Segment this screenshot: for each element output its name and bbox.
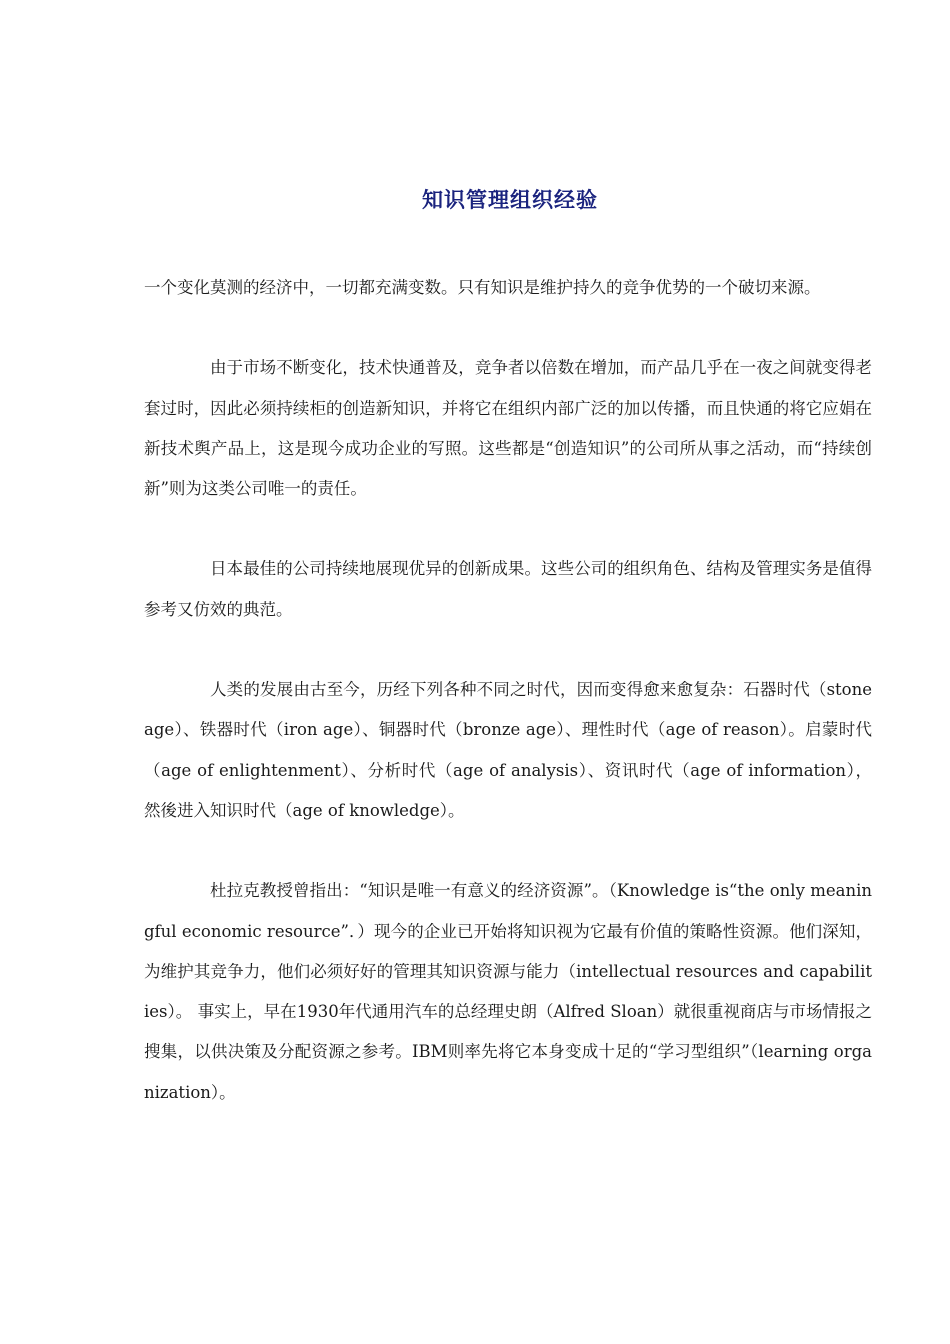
paragraph-japanese-companies: 日本最佳的公司持续地展现优异的创新成果。这些公司的组织角色、结构及管理实务是值得参考又仿效的典范。 bbox=[144, 559, 872, 619]
document-body bbox=[144, 268, 872, 1153]
paragraph-market-change: 由于市场不断变化，技术快通普及，竞争者以倍数在增加，而产品几乎在一夜之间就变得老套过时，因此必须持续柜的创造新知识，并将它在组织内部广泛的加以传播，而且快通的将它应娟在新技术舆产品上，这是现今成功企业的写照。这些都是“创造知识”的公司所从事之活动，而“持续创新”则为这类公司唯一的责任。 bbox=[144, 358, 872, 499]
document-title: 知识管理组织经验 bbox=[422, 188, 598, 212]
paragraph-drucker-quote: 杜拉克教授曾指出：“知识是唯一有意义的经济资源”。（Knowledge is“the only meaningful economic resource”．）现今的企业已开始将知识视为它最有价值的策略性资源。他们深知，为维护其竞争力，他们必须好好的管理其知识资源与能力（intellectual resources and capabilities）。 事实上，早在1930年代通用汽车的总经理史朗（Alfred Sloan）就很重视商店与市场情报之搜集，以供决策及分配资源之参考。IBM则率先将它本身变成十足的“学习型组织”（learning organization）。 bbox=[144, 881, 872, 1102]
paragraph-human-ages: 人类的发展由古至今，历经下列各种不同之时代，因而变得愈来愈复杂：石器时代（stone age）、铁器时代（iron age）、铜器时代（bronze age）、理性时代（age of reason）。启蒙时代（age of enlightenment）、分析时代（age of analysis）、资讯时代（age of information），然後进入知识时代（age of knowledge）。 bbox=[144, 680, 872, 820]
paragraph-intro: 一个变化莫测的经济中，一切都充满变数。只有知识是维护持久的竞争优势的一个破切来源。 bbox=[144, 278, 821, 297]
